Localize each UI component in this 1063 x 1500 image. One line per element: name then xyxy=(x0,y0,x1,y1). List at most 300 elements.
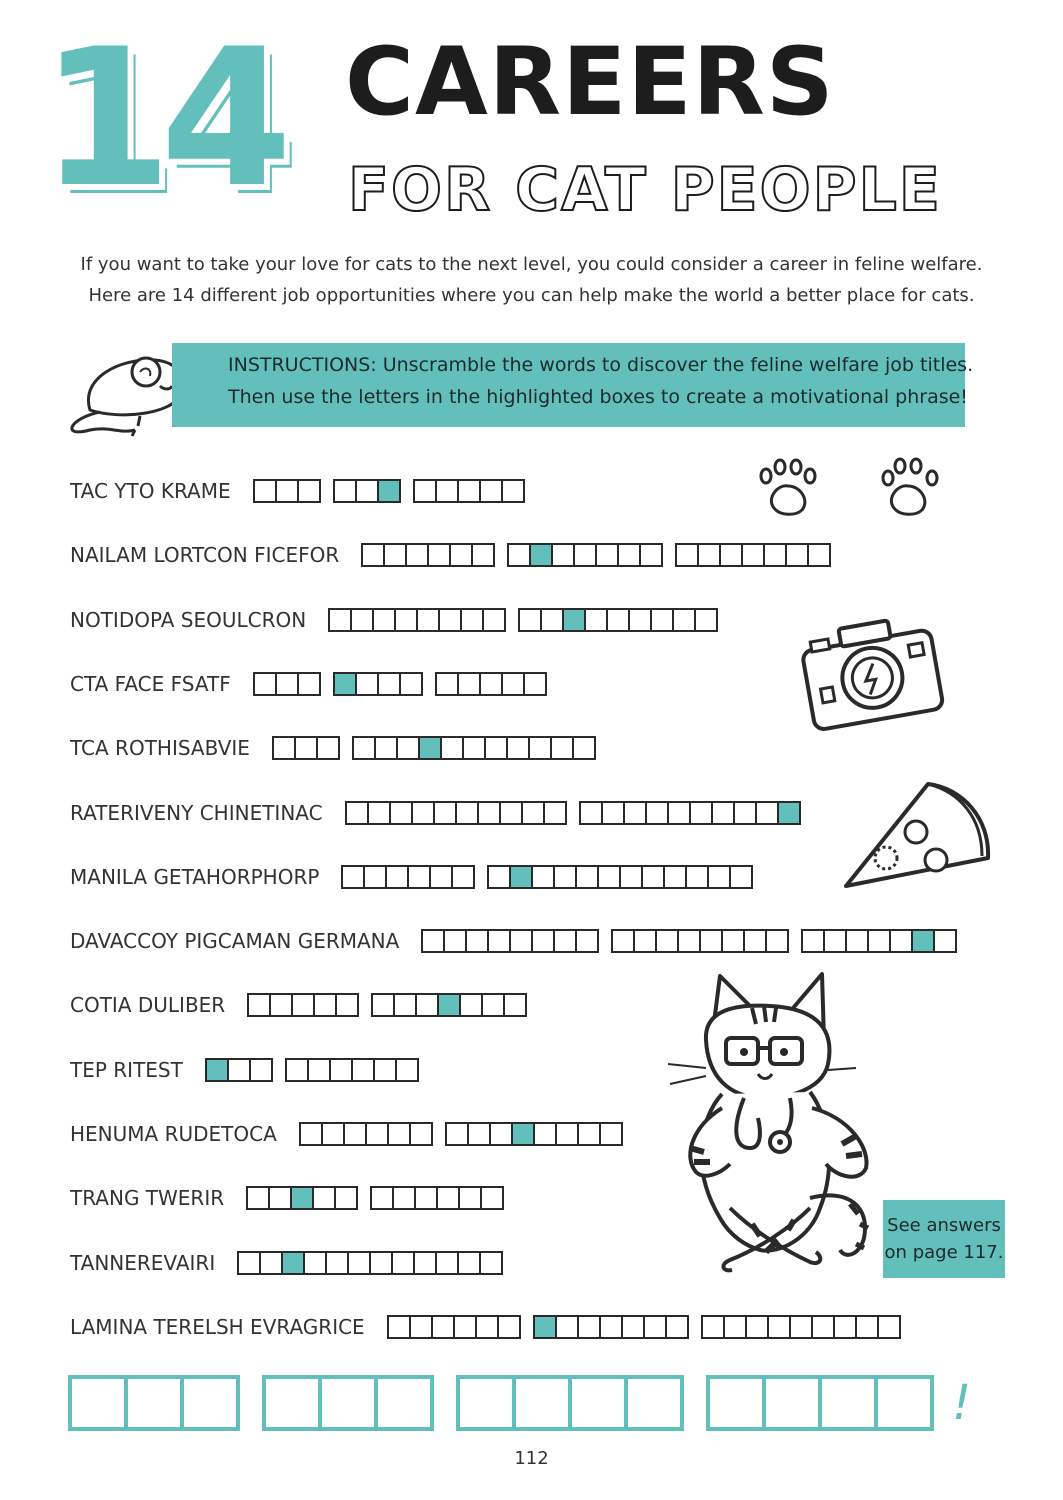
letter-box[interactable] xyxy=(601,801,625,825)
letter-box[interactable] xyxy=(416,608,440,632)
answer-word xyxy=(352,736,596,760)
letter-box[interactable] xyxy=(462,736,486,760)
puzzle-clue: HENUMA RUDETOCA xyxy=(70,1122,277,1146)
letter-box[interactable] xyxy=(433,801,457,825)
letter-box[interactable] xyxy=(411,801,435,825)
answer-word xyxy=(701,1315,901,1339)
letter-box[interactable] xyxy=(297,672,321,696)
phrase-letter-box[interactable] xyxy=(68,1375,128,1431)
letter-box[interactable] xyxy=(617,543,641,567)
big-number-14: 14 xyxy=(40,8,281,229)
letter-box[interactable] xyxy=(733,801,757,825)
letter-box[interactable] xyxy=(413,1251,437,1275)
letter-box[interactable] xyxy=(551,543,575,567)
puzzle-row xyxy=(70,1056,431,1084)
letter-box[interactable] xyxy=(328,608,352,632)
letter-box[interactable] xyxy=(823,929,847,953)
letter-box[interactable] xyxy=(628,608,652,632)
letter-box[interactable] xyxy=(572,736,596,760)
letter-box[interactable] xyxy=(663,865,687,889)
answer-word xyxy=(333,479,401,503)
phrase-letter-box[interactable] xyxy=(124,1375,184,1431)
phrase-word xyxy=(456,1375,684,1431)
letter-box[interactable] xyxy=(595,543,619,567)
letter-box[interactable] xyxy=(553,929,577,953)
instructions-line-2: Then use the letters in the highlighted boxes to create a motivational phrase! xyxy=(228,386,968,408)
letter-box[interactable] xyxy=(755,801,779,825)
letter-box[interactable] xyxy=(789,1315,813,1339)
answer-word xyxy=(205,1058,273,1082)
letter-box[interactable] xyxy=(413,479,437,503)
highlighted-letter-box[interactable] xyxy=(511,1122,535,1146)
puzzle-row xyxy=(70,1120,635,1148)
answer-word xyxy=(253,479,321,503)
phrase-letter-box[interactable] xyxy=(568,1375,628,1431)
letter-box[interactable] xyxy=(253,672,277,696)
letter-box[interactable] xyxy=(352,736,376,760)
letter-box[interactable] xyxy=(639,543,663,567)
letter-box[interactable] xyxy=(275,479,299,503)
letter-box[interactable] xyxy=(285,1058,309,1082)
puzzle-row xyxy=(70,799,813,827)
letter-box[interactable] xyxy=(334,1186,358,1210)
letter-box[interactable] xyxy=(523,672,547,696)
letter-box[interactable] xyxy=(531,865,555,889)
letter-box[interactable] xyxy=(457,672,481,696)
letter-box[interactable] xyxy=(312,1186,336,1210)
letter-box[interactable] xyxy=(272,736,296,760)
letter-box[interactable] xyxy=(460,608,484,632)
letter-box[interactable] xyxy=(341,865,365,889)
puzzle-clue: TCA ROTHISABVIE xyxy=(70,736,250,760)
puzzle-row xyxy=(70,991,539,1019)
letter-box[interactable] xyxy=(355,672,379,696)
letter-box[interactable] xyxy=(307,1058,331,1082)
letter-box[interactable] xyxy=(253,479,277,503)
letter-box[interactable] xyxy=(550,736,574,760)
letter-box[interactable] xyxy=(533,1122,557,1146)
highlighted-letter-box[interactable] xyxy=(509,865,533,889)
phrase-letter-box[interactable] xyxy=(374,1375,434,1431)
letter-box[interactable] xyxy=(555,1122,579,1146)
letter-box[interactable] xyxy=(543,801,567,825)
phrase-letter-box[interactable] xyxy=(818,1375,878,1431)
letter-box[interactable] xyxy=(374,736,398,760)
letter-box[interactable] xyxy=(531,929,555,953)
phrase-letter-box[interactable] xyxy=(456,1375,516,1431)
letter-box[interactable] xyxy=(471,543,495,567)
puzzle-row xyxy=(70,927,969,955)
letter-box[interactable] xyxy=(458,1186,482,1210)
letter-box[interactable] xyxy=(445,1122,469,1146)
letter-box[interactable] xyxy=(269,993,293,1017)
answer-word xyxy=(370,1186,504,1210)
letter-box[interactable] xyxy=(383,543,407,567)
highlighted-letter-box[interactable] xyxy=(533,1315,557,1339)
letter-box[interactable] xyxy=(391,1251,415,1275)
letter-box[interactable] xyxy=(599,1122,623,1146)
letter-box[interactable] xyxy=(685,865,709,889)
letter-box[interactable] xyxy=(467,1122,491,1146)
letter-box[interactable] xyxy=(767,1315,791,1339)
paw-print-icon xyxy=(876,458,946,520)
puzzle-clue: NOTIDOPA SEOULCRON xyxy=(70,608,307,632)
letter-box[interactable] xyxy=(387,1122,411,1146)
answer-word xyxy=(533,1315,689,1339)
highlighted-letter-box[interactable] xyxy=(290,1186,314,1210)
letter-box[interactable] xyxy=(507,543,531,567)
letter-box[interactable] xyxy=(392,1186,416,1210)
highlighted-letter-box[interactable] xyxy=(437,993,461,1017)
highlighted-letter-box[interactable] xyxy=(529,543,553,567)
letter-box[interactable] xyxy=(765,929,789,953)
letter-box[interactable] xyxy=(321,1122,345,1146)
pizza-slice-icon xyxy=(842,778,994,892)
letter-box[interactable] xyxy=(451,865,475,889)
answer-word xyxy=(272,736,340,760)
letter-box[interactable] xyxy=(409,1122,433,1146)
page-title: CAREERS xyxy=(345,28,835,137)
puzzle-clue: NAILAM LORTCON FICEFOR xyxy=(70,543,340,567)
letter-box[interactable] xyxy=(575,929,599,953)
letter-box[interactable] xyxy=(457,1251,481,1275)
letter-box[interactable] xyxy=(833,1315,857,1339)
letter-box[interactable] xyxy=(487,929,511,953)
answer-word xyxy=(371,993,527,1017)
puzzle-row xyxy=(70,1184,516,1212)
letter-box[interactable] xyxy=(395,1058,419,1082)
letter-box[interactable] xyxy=(457,479,481,503)
letter-box[interactable] xyxy=(597,865,621,889)
letter-box[interactable] xyxy=(351,1058,375,1082)
letter-box[interactable] xyxy=(506,736,530,760)
letter-box[interactable] xyxy=(237,1251,261,1275)
final-phrase xyxy=(68,1375,971,1431)
letter-box[interactable] xyxy=(371,993,395,1017)
highlighted-letter-box[interactable] xyxy=(377,479,401,503)
letter-box[interactable] xyxy=(719,543,743,567)
letter-box[interactable] xyxy=(480,1186,504,1210)
letter-box[interactable] xyxy=(518,608,542,632)
puzzle-row xyxy=(70,606,730,634)
puzzle-row xyxy=(70,670,559,698)
puzzle-clue: TEP RITEST xyxy=(70,1058,183,1082)
letter-box[interactable] xyxy=(801,929,825,953)
camera-icon xyxy=(796,610,946,728)
puzzle-clue: TANNEREVAIRI xyxy=(70,1251,216,1275)
letter-box[interactable] xyxy=(275,672,299,696)
letter-box[interactable] xyxy=(584,608,608,632)
letter-box[interactable] xyxy=(329,1058,353,1082)
letter-box[interactable] xyxy=(361,543,385,567)
letter-box[interactable] xyxy=(438,608,462,632)
puzzle-clue: CTA FACE FSATF xyxy=(70,672,231,696)
letter-box[interactable] xyxy=(407,865,431,889)
letter-box[interactable] xyxy=(435,479,459,503)
letter-box[interactable] xyxy=(672,608,696,632)
letter-box[interactable] xyxy=(347,1251,371,1275)
letter-box[interactable] xyxy=(372,608,396,632)
highlighted-letter-box[interactable] xyxy=(333,672,357,696)
letter-box[interactable] xyxy=(479,672,503,696)
letter-box[interactable] xyxy=(667,801,691,825)
letter-box[interactable] xyxy=(484,736,508,760)
letter-box[interactable] xyxy=(373,1058,397,1082)
letter-box[interactable] xyxy=(645,801,669,825)
letter-box[interactable] xyxy=(577,1315,601,1339)
letter-box[interactable] xyxy=(807,543,831,567)
answer-word xyxy=(253,672,321,696)
paw-print-icon xyxy=(752,458,822,520)
letter-box[interactable] xyxy=(316,736,340,760)
letter-box[interactable] xyxy=(246,1186,270,1210)
letter-box[interactable] xyxy=(711,801,735,825)
letter-box[interactable] xyxy=(487,865,511,889)
letter-box[interactable] xyxy=(729,865,753,889)
letter-box[interactable] xyxy=(723,1315,747,1339)
letter-box[interactable] xyxy=(501,479,525,503)
letter-box[interactable] xyxy=(741,543,765,567)
letter-box[interactable] xyxy=(933,929,957,953)
letter-box[interactable] xyxy=(377,672,401,696)
letter-box[interactable] xyxy=(845,929,869,953)
letter-box[interactable] xyxy=(619,865,643,889)
letter-box[interactable] xyxy=(355,479,379,503)
letter-box[interactable] xyxy=(365,1122,389,1146)
phrase-word xyxy=(68,1375,240,1431)
letter-box[interactable] xyxy=(268,1186,292,1210)
letter-box[interactable] xyxy=(579,801,603,825)
letter-box[interactable] xyxy=(528,736,552,760)
phrase-letter-box[interactable] xyxy=(624,1375,684,1431)
letter-box[interactable] xyxy=(606,608,630,632)
letter-box[interactable] xyxy=(449,543,473,567)
answer-word xyxy=(413,479,525,503)
letter-box[interactable] xyxy=(701,1315,725,1339)
letter-box[interactable] xyxy=(689,801,713,825)
letter-box[interactable] xyxy=(343,1122,367,1146)
letter-box[interactable] xyxy=(677,929,701,953)
letter-box[interactable] xyxy=(611,929,635,953)
instructions-line-1: INSTRUCTIONS: Unscramble the words to discover the feline welfare job titles. xyxy=(228,354,974,376)
puzzle-clue: DAVACCOY PIGCAMAN GERMANA xyxy=(70,929,400,953)
letter-box[interactable] xyxy=(599,1315,623,1339)
letter-box[interactable] xyxy=(294,736,318,760)
letter-box[interactable] xyxy=(333,479,357,503)
puzzle-row xyxy=(70,477,537,505)
letter-box[interactable] xyxy=(577,1122,601,1146)
letter-box[interactable] xyxy=(427,543,451,567)
highlighted-letter-box[interactable] xyxy=(205,1058,229,1082)
answers-note xyxy=(883,1200,1005,1278)
letter-box[interactable] xyxy=(345,801,369,825)
answer-word xyxy=(445,1122,623,1146)
phrase-letter-box[interactable] xyxy=(318,1375,378,1431)
letter-box[interactable] xyxy=(665,1315,689,1339)
letter-box[interactable] xyxy=(399,672,423,696)
letter-box[interactable] xyxy=(440,736,464,760)
letter-box[interactable] xyxy=(369,1251,393,1275)
letter-box[interactable] xyxy=(509,929,533,953)
answer-word xyxy=(579,801,801,825)
letter-box[interactable] xyxy=(743,929,767,953)
puzzle-clue: LAMINA TERELSH EVRAGRICE xyxy=(70,1315,365,1339)
letter-box[interactable] xyxy=(387,1315,411,1339)
puzzle-row xyxy=(70,541,843,569)
letter-box[interactable] xyxy=(436,1186,460,1210)
letter-box[interactable] xyxy=(785,543,809,567)
letter-box[interactable] xyxy=(721,929,745,953)
puzzle-row xyxy=(70,1313,913,1341)
letter-box[interactable] xyxy=(499,801,523,825)
answer-word xyxy=(611,929,789,953)
answer-word xyxy=(328,608,506,632)
letter-box[interactable] xyxy=(249,1058,273,1082)
letter-box[interactable] xyxy=(811,1315,835,1339)
answer-word xyxy=(237,1251,503,1275)
puzzle-clue: TRANG TWERIR xyxy=(70,1186,225,1210)
letter-box[interactable] xyxy=(503,993,527,1017)
letter-box[interactable] xyxy=(394,608,418,632)
highlighted-letter-box[interactable] xyxy=(777,801,801,825)
letter-box[interactable] xyxy=(540,608,564,632)
letter-box[interactable] xyxy=(415,993,439,1017)
letter-box[interactable] xyxy=(489,1122,513,1146)
letter-box[interactable] xyxy=(481,993,505,1017)
letter-box[interactable] xyxy=(414,1186,438,1210)
letter-box[interactable] xyxy=(482,608,506,632)
answer-word xyxy=(285,1058,419,1082)
letter-box[interactable] xyxy=(227,1058,251,1082)
intro-line-1: If you want to take your love for cats to the next level, you could consider a career in feline welfare. xyxy=(80,254,983,275)
letter-box[interactable] xyxy=(707,865,731,889)
letter-box[interactable] xyxy=(555,1315,579,1339)
phrase-word xyxy=(262,1375,434,1431)
intro-line-2: Here are 14 different job opportunities where you can help make the world a better place for cats. xyxy=(88,285,975,306)
phrase-letter-box[interactable] xyxy=(262,1375,322,1431)
letter-box[interactable] xyxy=(867,929,891,953)
letter-box[interactable] xyxy=(501,672,525,696)
letter-box[interactable] xyxy=(389,801,413,825)
cat-vet-illustration xyxy=(660,968,890,1280)
letter-box[interactable] xyxy=(393,993,417,1017)
letter-box[interactable] xyxy=(694,608,718,632)
highlighted-letter-box[interactable] xyxy=(911,929,935,953)
letter-box[interactable] xyxy=(633,929,657,953)
letter-box[interactable] xyxy=(497,1315,521,1339)
letter-box[interactable] xyxy=(479,1251,503,1275)
letter-box[interactable] xyxy=(409,1315,433,1339)
letter-box[interactable] xyxy=(455,801,479,825)
highlighted-letter-box[interactable] xyxy=(281,1251,305,1275)
answer-word xyxy=(801,929,957,953)
letter-box[interactable] xyxy=(367,801,391,825)
answer-word xyxy=(246,1186,358,1210)
letter-box[interactable] xyxy=(643,1315,667,1339)
letter-box[interactable] xyxy=(553,865,577,889)
letter-box[interactable] xyxy=(459,993,483,1017)
answer-word xyxy=(518,608,718,632)
letter-box[interactable] xyxy=(431,1315,455,1339)
letter-box[interactable] xyxy=(299,1122,323,1146)
letter-box[interactable] xyxy=(573,543,597,567)
letter-box[interactable] xyxy=(421,929,445,953)
letter-box[interactable] xyxy=(575,865,599,889)
letter-box[interactable] xyxy=(297,479,321,503)
letter-box[interactable] xyxy=(477,801,501,825)
answer-word xyxy=(341,865,475,889)
answer-word xyxy=(387,1315,521,1339)
answer-word xyxy=(675,543,831,567)
letter-box[interactable] xyxy=(697,543,721,567)
letter-box[interactable] xyxy=(405,543,429,567)
phrase-letter-box[interactable] xyxy=(180,1375,240,1431)
highlighted-letter-box[interactable] xyxy=(562,608,586,632)
phrase-letter-box[interactable] xyxy=(874,1375,934,1431)
letter-box[interactable] xyxy=(621,1315,645,1339)
answer-word xyxy=(361,543,495,567)
answer-word xyxy=(247,993,359,1017)
puzzle-row xyxy=(70,734,608,762)
answer-word xyxy=(345,801,567,825)
letter-box[interactable] xyxy=(855,1315,879,1339)
letter-box[interactable] xyxy=(291,993,315,1017)
answer-word xyxy=(333,672,423,696)
letter-box[interactable] xyxy=(453,1315,477,1339)
letter-box[interactable] xyxy=(443,929,467,953)
letter-box[interactable] xyxy=(247,993,271,1017)
letter-box[interactable] xyxy=(350,608,374,632)
letter-box[interactable] xyxy=(429,865,453,889)
letter-box[interactable] xyxy=(370,1186,394,1210)
letter-box[interactable] xyxy=(385,865,409,889)
letter-box[interactable] xyxy=(745,1315,769,1339)
letter-box[interactable] xyxy=(889,929,913,953)
letter-box[interactable] xyxy=(396,736,420,760)
letter-box[interactable] xyxy=(363,865,387,889)
letter-box[interactable] xyxy=(313,993,337,1017)
letter-box[interactable] xyxy=(335,993,359,1017)
letter-box[interactable] xyxy=(623,801,647,825)
puzzle-row xyxy=(70,1249,515,1277)
letter-box[interactable] xyxy=(435,672,459,696)
letter-box[interactable] xyxy=(465,929,489,953)
answers-note-line-1: See answers xyxy=(887,1215,1001,1236)
letter-box[interactable] xyxy=(303,1251,327,1275)
puzzle-clue: COTIA DULIBER xyxy=(70,993,226,1017)
letter-box[interactable] xyxy=(325,1251,349,1275)
highlighted-letter-box[interactable] xyxy=(418,736,442,760)
phrase-letter-box[interactable] xyxy=(706,1375,766,1431)
letter-box[interactable] xyxy=(675,543,699,567)
answer-word xyxy=(435,672,547,696)
letter-box[interactable] xyxy=(877,1315,901,1339)
phrase-letter-box[interactable] xyxy=(512,1375,572,1431)
letter-box[interactable] xyxy=(641,865,665,889)
answer-word xyxy=(421,929,599,953)
letter-box[interactable] xyxy=(259,1251,283,1275)
letter-box[interactable] xyxy=(479,479,503,503)
letter-box[interactable] xyxy=(521,801,545,825)
phrase-letter-box[interactable] xyxy=(762,1375,822,1431)
answer-word xyxy=(487,865,753,889)
letter-box[interactable] xyxy=(763,543,787,567)
letter-box[interactable] xyxy=(435,1251,459,1275)
letter-box[interactable] xyxy=(475,1315,499,1339)
letter-box[interactable] xyxy=(699,929,723,953)
letter-box[interactable] xyxy=(650,608,674,632)
letter-box[interactable] xyxy=(655,929,679,953)
